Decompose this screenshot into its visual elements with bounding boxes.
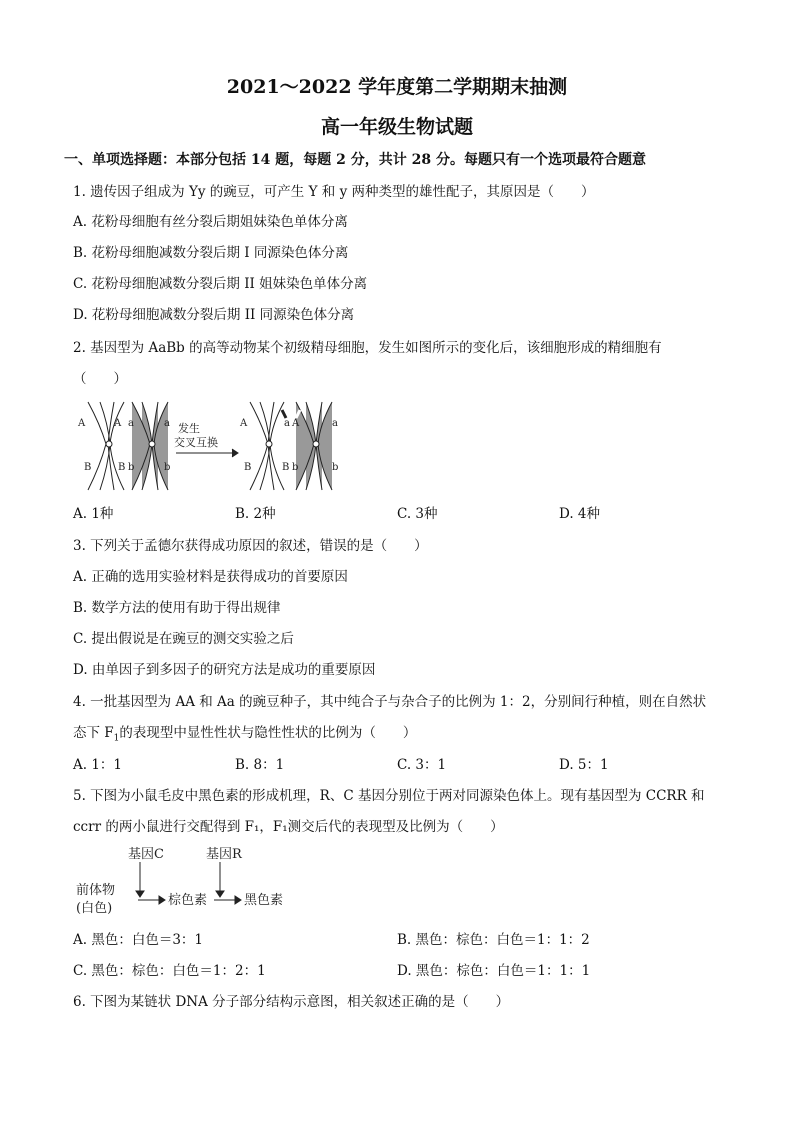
q3-option-c: C. 提出假说是在豌豆的测交实验之后 — [73, 631, 294, 647]
arrow-label-2: 交叉互换 — [174, 436, 218, 449]
q4-stem: 4. 一批基因型为 AA 和 Aa 的豌豆种子，其中纯合子与杂合子的比例为 1：2，分别间行种植，则在自然状 — [73, 694, 707, 710]
lbl-l-B2: B — [118, 462, 126, 473]
q1-option-b: B. 花粉母细胞减数分裂后期 I 同源染色体分离 — [73, 245, 349, 261]
lbl-r-B1: B — [244, 462, 252, 473]
q4-option-a: A. 1：1 — [73, 757, 123, 773]
precursor-color: (白色) — [76, 901, 113, 916]
q4-option-b: B. 8：1 — [235, 757, 285, 773]
brown-pigment: 棕色素 — [168, 893, 208, 908]
q6-stem: 6. 下图为某链状 DNA 分子部分结构示意图，相关叙述正确的是（ ） — [73, 994, 510, 1010]
lbl-l-A2: A — [114, 418, 122, 429]
black-pigment: 黑色素 — [244, 893, 284, 908]
lbl-l-a2: a — [164, 418, 170, 429]
exam-title: 2021～2022 学年度第二学期期末抽测 — [226, 76, 568, 98]
pathway-figure — [70, 840, 310, 920]
arrow-label-1: 发生 — [178, 422, 200, 435]
q2-option-a: A. 1种 — [73, 506, 114, 522]
q4-stem-sub: 1 — [113, 733, 120, 744]
q3-option-b: B. 数学方法的使用有助于得出规律 — [73, 600, 281, 616]
q2-stem: 2. 基因型为 AaBb 的高等动物某个初级精母细胞，发生如图所示的变化后，该细胞形成的精细胞有 — [73, 340, 662, 356]
precursor-label: 前体物 — [76, 883, 116, 898]
q1-option-a: A. 花粉母细胞有丝分裂后期姐妹染色单体分离 — [73, 214, 348, 230]
lbl-l-b1: b — [128, 462, 135, 473]
q3-stem: 3. 下列关于孟德尔获得成功原因的叙述，错误的是（ ） — [73, 538, 428, 554]
q4-option-c: C. 3：1 — [397, 757, 447, 773]
q5-option-c: C. 黑色：棕色：白色＝1：2：1 — [73, 963, 266, 979]
exam-subtitle: 高一年级生物试题 — [320, 116, 473, 138]
lbl-l-A1: A — [78, 418, 86, 429]
q5-option-a: A. 黑色：白色＝3：1 — [73, 932, 204, 948]
q5-option-b: B. 黑色：棕色：白色＝1：1：2 — [397, 932, 590, 948]
lbl-l-b2: b — [164, 462, 171, 473]
q3-option-a: A. 正确的选用实验材料是获得成功的首要原因 — [73, 569, 348, 585]
lbl-r-b2: b — [332, 462, 339, 473]
q4-stem-cont — [73, 724, 416, 748]
q5-option-d: D. 黑色：棕色：白色＝1：1：1 — [397, 963, 591, 979]
q3-option-d: D. 由单因子到多因子的研究方法是成功的重要原因 — [73, 662, 376, 678]
q4-stem-cont-a: 态下 F — [73, 725, 114, 741]
q1-stem: 1. 遗传因子组成为 Yy 的豌豆，可产生 Y 和 y 两种类型的雄性配子，其原因是（ ） — [73, 184, 595, 200]
lbl-r-a1: a — [284, 418, 290, 429]
q1-option-d: D. 花粉母细胞减数分裂后期 II 同源染色体分离 — [73, 307, 355, 323]
q2-option-c: C. 3种 — [397, 506, 438, 522]
q4-stem-cont-b: 的表现型中显性性状与隐性性状的比例为（ ） — [119, 725, 417, 741]
q4-option-d: D. 5：1 — [559, 757, 609, 773]
lbl-r-a2: a — [332, 418, 338, 429]
q2-option-b: B. 2种 — [235, 506, 276, 522]
lbl-r-B2: B — [282, 462, 290, 473]
gene-r-label: 基因R — [206, 847, 242, 862]
q5-stem-cont: ccrr 的两小鼠进行交配得到 F₁，F₁测交后代的表现型及比例为（ ） — [73, 819, 504, 835]
q2-option-d: D. 4种 — [559, 506, 601, 522]
crossover-figure — [70, 396, 370, 498]
lbl-r-b1: b — [292, 462, 299, 473]
q1-option-c: C. 花粉母细胞减数分裂后期 II 姐妹染色单体分离 — [73, 276, 368, 292]
lbl-r-A1: A — [240, 418, 248, 429]
q2-stem-cont: （ ） — [73, 371, 127, 387]
q5-stem: 5. 下图为小鼠毛皮中黑色素的形成机理，R、C 基因分别位于两对同源染色体上。现有基因型为 CCRR 和 — [73, 788, 705, 804]
section-heading: 一、单项选择题：本部分包括 14 题，每题 2 分，共计 28 分。每题只有一个选项最符合题意 — [64, 152, 646, 168]
lbl-l-a1: a — [128, 418, 134, 429]
lbl-r-A2: A — [292, 418, 300, 429]
gene-c-label: 基因C — [128, 847, 164, 862]
lbl-l-B1: B — [84, 462, 92, 473]
